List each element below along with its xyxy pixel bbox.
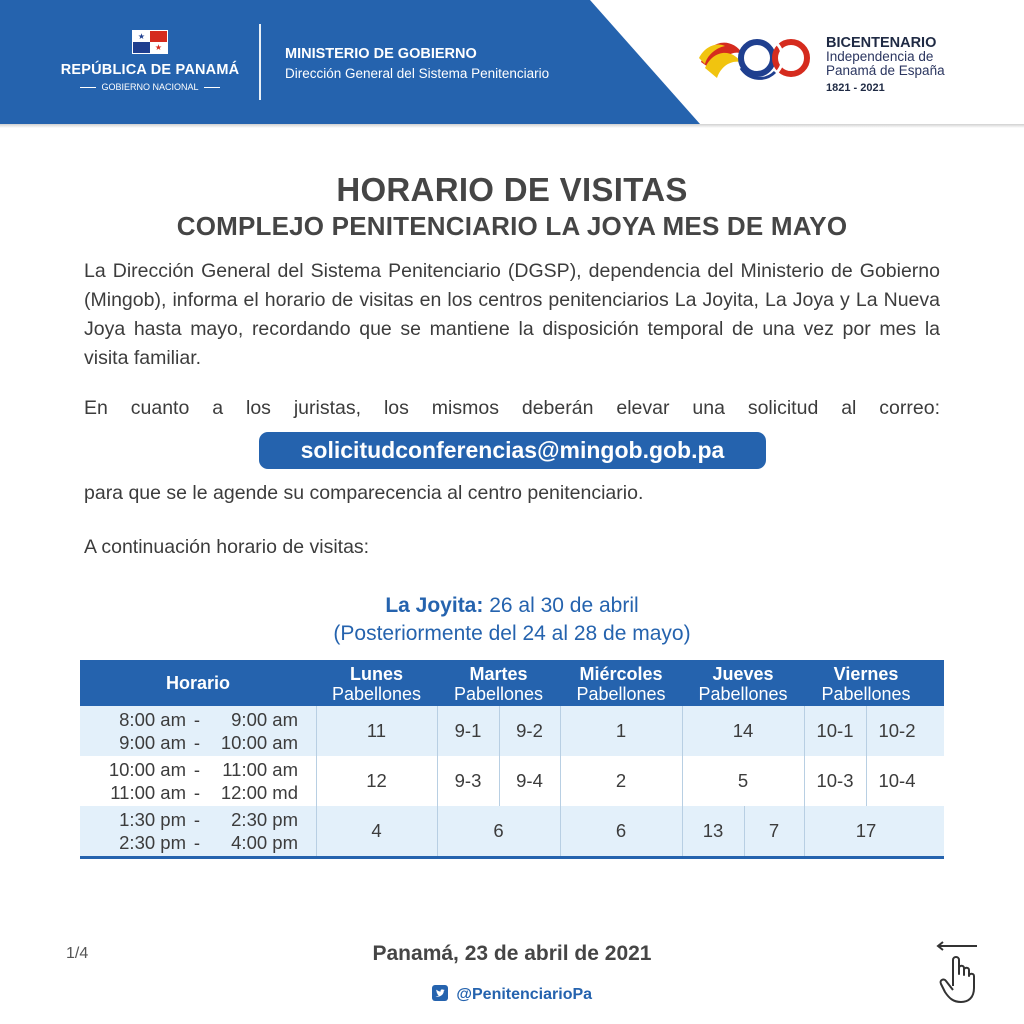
col-lunes: Lunes Pabellones xyxy=(331,664,422,704)
swipe-hand-icon[interactable] xyxy=(933,938,983,1008)
center-label: La Joyita: xyxy=(385,594,484,617)
directorate-name: Dirección General del Sistema Penitenciario xyxy=(285,66,550,81)
viernes-cell: 10-4 xyxy=(878,770,916,791)
table-row xyxy=(80,756,944,806)
later-dates: (Posteriormente del 24 al 28 de mayo) xyxy=(333,622,691,645)
header-divider xyxy=(259,24,261,100)
jurists-paragraph: En cuanto a los juristas, los mismos deberán elevar una solicitud al correo: xyxy=(84,397,940,419)
col-miercoles: Miércoles Pabellones xyxy=(576,664,666,704)
table-row xyxy=(80,806,944,856)
col-viernes: Viernes Pabellones xyxy=(821,664,911,704)
republic-name: REPÚBLICA DE PANAMÁ xyxy=(60,62,240,78)
header-shadow xyxy=(0,124,1024,128)
intro-paragraph: La Dirección General del Sistema Penitenciario (DGSP), dependencia del Ministerio de Gobierno (Mingob), informa el horario de visitas en los centros penitenciarios La Joyita, La Joya y La Nueva Joya hasta mayo, recordando que se mantiene la disposición temporal de una vez por mes la visita familiar. xyxy=(84,260,940,369)
page-number: 1/4 xyxy=(66,945,89,962)
schedule-table xyxy=(80,660,944,859)
government-label: GOBIERNO NACIONAL xyxy=(101,82,199,92)
ministry-block xyxy=(285,46,549,81)
ministry-name: MINISTERIO DE GOBIERNO xyxy=(285,46,477,62)
martes-cell: 9-1 xyxy=(454,720,482,741)
viernes-cell: 10-2 xyxy=(878,720,916,741)
table-row xyxy=(80,706,944,756)
time-cell: 8:00 am - 9:00 am 9:00 am - 10:00 am xyxy=(119,709,298,753)
time-cell: 1:30 pm - 2:30 pm 2:30 pm - 4:00 pm xyxy=(119,809,298,853)
col-jueves: Jueves Pabellones xyxy=(698,664,788,704)
schedule-intro: A continuación horario de visitas: xyxy=(84,536,370,558)
page-subtitle: COMPLEJO PENITENCIARIO LA JOYA MES DE MAYO xyxy=(176,211,848,241)
republic-logo xyxy=(50,30,250,92)
lunes-cell: 4 xyxy=(371,820,382,841)
bicentennial-text: BICENTENARIO Independencia de Panamá de España 1821 - 2021 xyxy=(826,35,945,94)
viernes-cell: 10-3 xyxy=(816,770,854,791)
miercoles-cell: 6 xyxy=(615,820,627,841)
twitter-handle-link[interactable]: @PenitenciarioPa xyxy=(0,985,1024,1004)
after-email-paragraph: para que se le agende su comparecencia al centro penitenciario. xyxy=(84,482,644,504)
martes-cell: 6 xyxy=(493,820,504,841)
schedule-heading xyxy=(0,592,1024,648)
email-link[interactable]: solicitudconferencias@mingob.gob.pa xyxy=(259,432,766,469)
martes-cell: 9-3 xyxy=(454,770,482,791)
jueves-cell: 7 xyxy=(768,820,780,841)
center-dates: 26 al 30 de abril xyxy=(489,594,639,617)
lunes-cell: 11 xyxy=(366,720,387,741)
miercoles-cell: 2 xyxy=(615,770,627,791)
header xyxy=(0,0,1024,124)
miercoles-cell: 1 xyxy=(615,720,627,741)
footer-date: Panamá, 23 de abril de 2021 xyxy=(372,942,652,965)
table-header xyxy=(80,660,944,706)
twitter-icon xyxy=(432,985,448,1001)
viernes-cell: 10-1 xyxy=(816,720,854,741)
panama-flag-icon: ★ ★ xyxy=(132,30,168,54)
jueves-cell: 5 xyxy=(737,770,749,791)
martes-cell: 9-4 xyxy=(516,770,543,791)
jueves-cell: 14 xyxy=(732,720,754,741)
martes-cell: 9-2 xyxy=(516,720,543,741)
time-cell: 10:00 am - 11:00 am 11:00 am - 12:00 md xyxy=(108,759,298,803)
col-martes: Martes Pabellones xyxy=(453,664,544,704)
viernes-cell: 17 xyxy=(855,820,877,841)
lunes-cell: 12 xyxy=(366,770,387,791)
bicentennial-logo-icon xyxy=(695,28,817,90)
jueves-cell: 13 xyxy=(702,820,724,841)
col-horario: Horario xyxy=(165,673,230,693)
page-title: HORARIO DE VISITAS xyxy=(336,171,688,208)
